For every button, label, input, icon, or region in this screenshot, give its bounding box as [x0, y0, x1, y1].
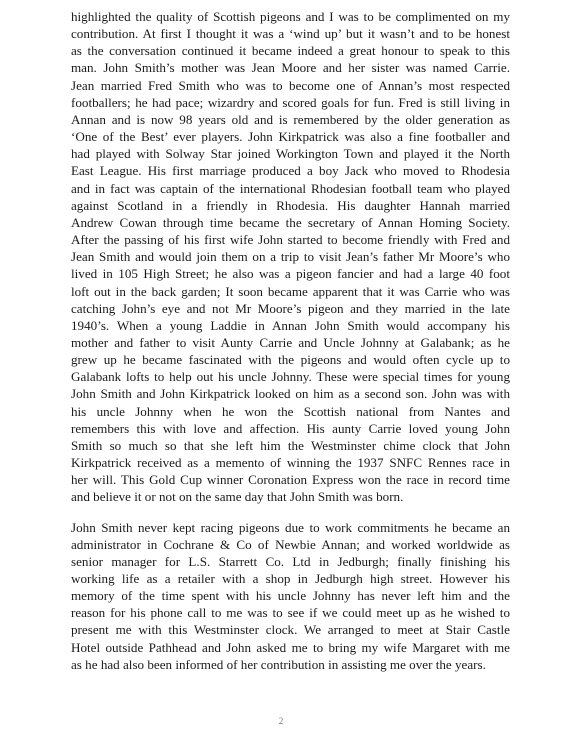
text-line: mother and father to visit Aunty Carrie and Uncle Johnny at Galabank; as he — [71, 334, 510, 350]
text-line: Smith so much so that she left him the Westminster chime clock that John — [71, 437, 510, 453]
text-line: Jean married Fred Smith who was to become one of Annan’s most respected — [71, 77, 510, 93]
text-line: man. John Smith’s mother was Jean Moore and her sister was named Carrie. — [71, 60, 510, 76]
text-line: Kirkpatrick received as a memento of winning the 1937 SNFC Rennes race in — [71, 455, 510, 471]
text-line: Jean Smith and would join them on a trip to visit Jean’s father Mr Moore’s who — [71, 249, 510, 265]
text-line: against Scotland in a friendly in Rhodesia. His daughter Hannah married — [71, 197, 510, 213]
page-number: 2 — [278, 716, 284, 726]
text-line: East League. His first marriage produced a boy Jack who moved to Rhodesia — [71, 163, 510, 179]
body-paragraph-2 — [71, 519, 510, 673]
text-line: had played with Solway Star joined Workington Town and played it the North — [71, 146, 510, 162]
text-line: John Smith never kept racing pigeons due to work commitments he became an — [71, 519, 510, 535]
text-line: memory of the time spent with his uncle Johnny has never left him and the — [71, 588, 510, 604]
text-line: John Smith and John Kirkpatrick looked on him as a second son. John was with — [71, 386, 510, 402]
body-paragraph-1 — [71, 8, 510, 506]
text-line: his uncle Johnny when he won the Scottish national from Nantes and — [71, 403, 510, 419]
text-line: working life as a retailer with a shop in Jedburgh high street. However his — [71, 571, 510, 586]
text-line: loft out in the back garden; It soon became apparent that it was Carrie who was — [71, 283, 510, 299]
text-line: Andrew Cowan through time became the secretary of Annan Homing Society. — [71, 214, 510, 230]
text-line: contribution. At first I thought it was a ‘wind up’ but it wasn’t and to be honest — [71, 26, 510, 42]
text-line: as he had also been informed of her contribution in assisting me over the years. — [71, 656, 486, 672]
text-line: remembers this with love and affection. His aunty Carrie loved young John — [71, 420, 510, 436]
text-line: as the conversation continued it became indeed a great honour to speak to this — [71, 43, 510, 59]
text-line: footballers; he had pace; wizardry and scored goals for fun. Fred is still living in — [71, 94, 510, 110]
text-line: After the passing of his first wife John started to become friendly with Fred and — [71, 232, 510, 248]
text-line: highlighted the quality of Scottish pigeons and I was to be complimented on my — [71, 9, 510, 24]
text-line: her will. This Gold Cup winner Coronation Express won the race in record time — [71, 472, 510, 488]
text-line: present me with this Westminster clock. We arranged to meet at Stair Castle — [71, 622, 510, 638]
text-line: Hotel outside Pathhead and John asked me to bring my wife Margaret with me — [71, 639, 510, 655]
text-line: ‘One of the Best’ ever players. John Kirkpatrick was also a fine footballer and — [71, 129, 510, 145]
text-line: grew up he became fascinated with the pigeons and would often cycle up to — [71, 352, 510, 368]
text-line: senior manager for L.S. Starrett Co. Ltd in Jedburgh; finally finishing his — [71, 553, 510, 569]
text-line: Galabank lofts to help out his uncle Johnny. These were special times for young — [71, 369, 510, 385]
text-line: and in fact was captain of the international Rhodesian football team who played — [71, 180, 510, 196]
text-line: administrator in Cochrane & Co of Newbie Annan; and worked worldwide as — [71, 536, 510, 552]
text-line: catching John’s eye and not Mr Moore’s pigeon and they married in the late — [71, 300, 510, 316]
text-line: lived in 105 High Street; he also was a pigeon fancier and had a large 40 foot — [71, 266, 510, 282]
text-line: Annan and is now 98 years old and is remembered by the older generation as — [71, 111, 510, 127]
text-line: reason for his phone call to me was to see if we could meet up as he wished to — [71, 605, 510, 621]
text-line: 1940’s. When a young Laddie in Annan John Smith would accompany his — [71, 317, 510, 333]
text-line: and believe it or not on the same day that John Smith was born. — [71, 489, 404, 505]
